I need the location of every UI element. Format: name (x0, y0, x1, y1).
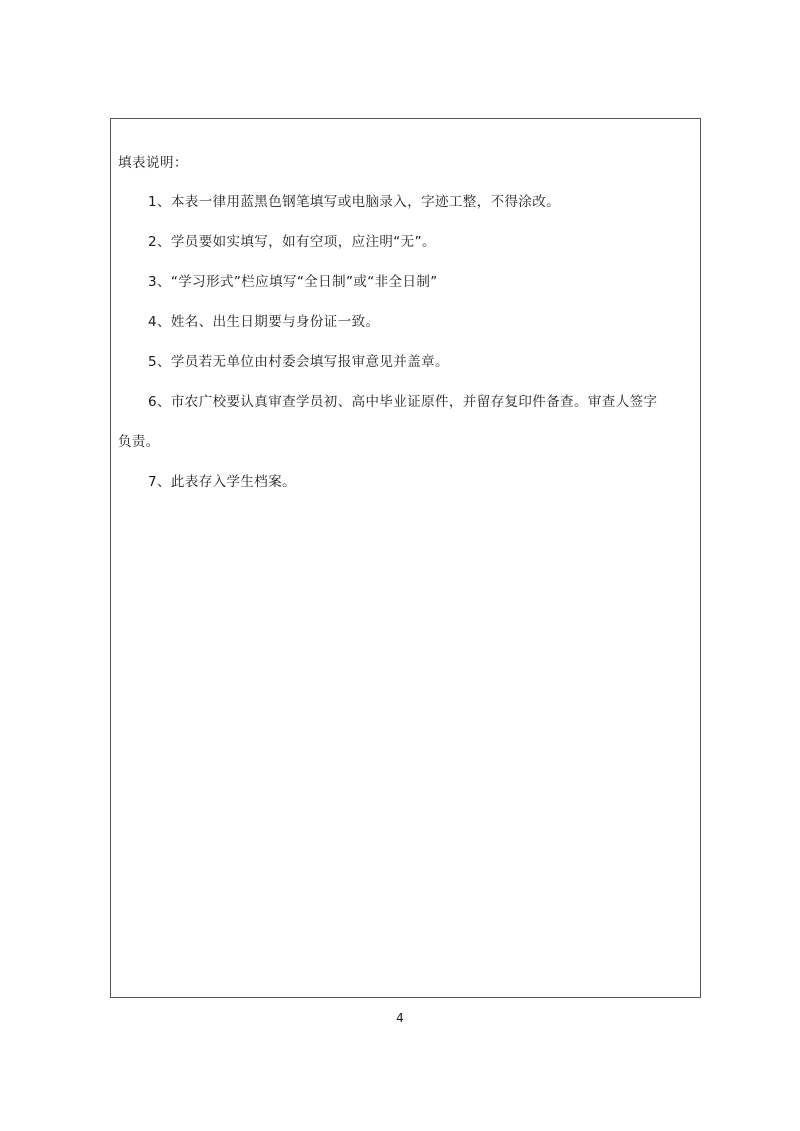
instructions-box (110, 118, 701, 998)
instruction-text: 6、市农广校要认真审查学员初、高中毕业证原件，并留存复印件备查。审查人签字 (148, 394, 658, 410)
instruction-text: 5、学员若无单位由村委会填写报审意见并盖章。 (148, 354, 449, 370)
instruction-item-7 (118, 472, 696, 492)
page-number: 4 (396, 1011, 404, 1025)
instruction-item-1 (118, 192, 696, 212)
instruction-text: 2、学员要如实填写，如有空项，应注明“无”。 (148, 234, 436, 250)
instruction-item-4 (118, 312, 696, 332)
instruction-item-5 (118, 352, 696, 372)
instruction-item-6 (118, 392, 696, 452)
instructions-heading: 填表说明： (118, 155, 188, 171)
instruction-text: 4、姓名、出生日期要与身份证一致。 (148, 314, 380, 330)
instruction-continuation: 负责。 (118, 434, 160, 450)
instruction-text: 1、本表一律用蓝黑色钢笔填写或电脑录入，字迹工整，不得涂改。 (148, 194, 561, 210)
instruction-item-2 (118, 232, 696, 252)
instruction-item-3 (118, 272, 696, 292)
instruction-text: 3、“学习形式”栏应填写“全日制”或“非全日制” (148, 274, 438, 290)
instruction-text: 7、此表存入学生档案。 (148, 474, 296, 490)
